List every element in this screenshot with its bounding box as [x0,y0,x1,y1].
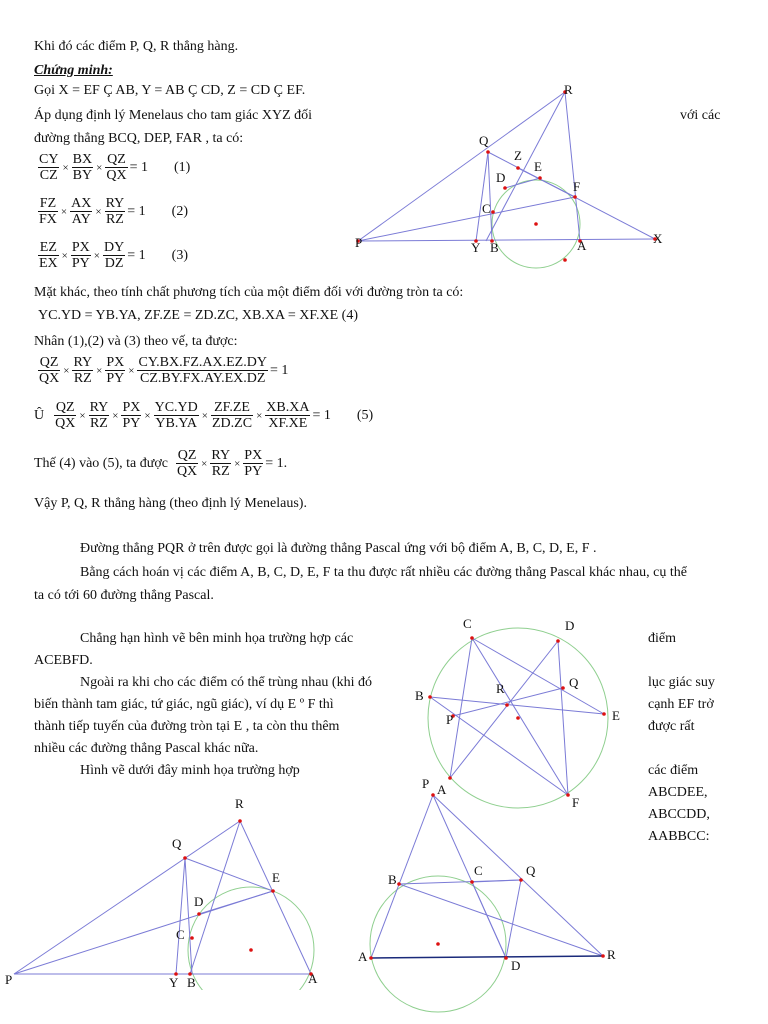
text-line-9: Mặt khác, theo tính chất phương tích của một điểm đối với đường tròn ta có: [34,285,464,300]
label-b: B [187,975,196,990]
paragraph-example-right: điểm [648,631,676,646]
text-line-4a: Áp dụng định lý Menelaus cho tam giác XYZ đối [34,108,313,123]
label-b: B [388,872,397,887]
label-e: E [272,870,280,885]
construction-lines [371,795,603,958]
figure-abcdee [0,790,330,990]
paragraph-degenerate-c: thành tiếp tuyến của đường tròn tại E , ta còn thu thêm [34,719,340,734]
equation-final: Thế (4) vào (5), ta được $\frac{QZ}{QX}$ × $\frac{RY}{RZ}$ × $\frac{PX}{PY}$ = 1. [34,448,288,479]
label-r: R [564,82,573,97]
paragraph-cases-right-2: ABCDEE, [648,785,708,800]
text-line-1: Khi đó các điểm P, Q, R thẳng hàng. [34,39,239,54]
label-c: C [176,927,185,942]
label-d: D [511,958,521,973]
label-r: R [235,796,244,811]
equation-5: Û $\frac{QZ}{QX}$ × $\frac{RY}{RZ}$ × $\frac{PX}{PY}$ × $\frac{YC.YD}{YB.YA}$ × $\frac{ZF.ZE}{ZD.ZC}$ × $\frac{XB.XA}{XF.XE}$ = 1 (5) [34,400,374,431]
paragraph-degenerate-a: Ngoài ra khi cho các điểm có thể trùng nhau (khi đó [80,675,372,690]
label-x: X [653,231,663,246]
label-d: D [194,894,204,909]
label-a: A [358,949,368,964]
label-c: C [474,863,483,878]
label-q: Q [526,863,536,878]
paragraph-cases-right-4: AABBCC: [648,829,710,844]
label-b: B [415,688,424,703]
label-p: P [5,972,13,987]
label-a: A [308,971,318,986]
label-r: R [607,947,616,962]
label-q: Q [172,836,182,851]
label-y: Y [471,240,481,255]
proof-title: Chứng minh: [34,63,113,78]
paragraph-example-b: ACEBFD. [34,653,93,668]
label-c: C [463,616,472,631]
label-b: B [490,240,499,255]
paragraph-degenerate-right-1: lục giác suy [648,675,715,690]
figure-abccdd [355,775,625,1024]
label-e: E [612,708,620,723]
label-d: D [565,618,575,633]
text-line-11: Nhân (1),(2) và (3) theo vế, ta được: [34,334,238,349]
text-line-5: đường thẳng BCQ, DEP, FAR , ta có: [34,131,244,146]
label-q: Q [479,133,489,148]
label-a: A [437,782,447,797]
text-line-10: YC.YD = YB.YA, ZF.ZE = ZD.ZC, XB.XA = XF.XE (4) [38,308,358,323]
points [356,90,657,262]
construction-lines [358,92,655,241]
label-p: P [446,712,454,727]
label-c: C [482,201,491,216]
paragraph-cases-right-3: ABCCDD, [648,807,710,822]
paragraph-degenerate-d: nhiều các đường thẳng Pascal khác nữa. [34,741,259,756]
paragraph-cases-right-1: các điểm [648,763,699,778]
figure-pascal-hexagon [350,80,670,270]
circumcircle [188,887,314,990]
label-d: D [496,170,506,185]
label-z: Z [514,148,522,163]
equation-1: $\frac{CY}{CZ}$ × $\frac{BX}{BY}$ × $\frac{QZ}{QX}$ = 1 (1) [39,152,191,183]
label-p: P [355,235,363,250]
text-line-3: Gọi X = EF Ç AB, Y = AB Ç CD, Z = CD Ç EF. [34,83,306,98]
paragraph-permutation-a: Bằng cách hoán vị các điểm A, B, C, D, E, F ta thu được rất nhiều các đường thẳng Pascal khác nhau, cụ thể [80,565,687,580]
label-y: Y [169,975,179,990]
text-line-15: Vậy P, Q, R thẳng hàng (theo định lý Menelaus). [34,496,307,511]
label-a: A [577,238,587,253]
label-e: E [534,159,542,174]
paragraph-degenerate-right-2: cạnh EF trở [648,697,714,712]
paragraph-example-a: Chẳng hạn hình vẽ bên minh họa trường hợp các [80,631,354,646]
equation-3: $\frac{EZ}{EX}$ × $\frac{PX}{PY}$ × $\frac{DY}{DZ}$ = 1 (3) [39,240,188,271]
paragraph-permutation-b: ta có tới 60 đường thẳng Pascal. [34,588,214,603]
paragraph-degenerate-b: biến thành tam giác, tứ giác, ngũ giác), ví dụ E º F thì [34,697,334,712]
label-r: R [496,681,505,696]
paragraph-degenerate-right-3: được rất [648,719,695,734]
label-f: F [573,179,581,194]
points [369,793,605,960]
label-p: P [422,776,430,791]
paragraph-cases-a: Hình vẽ dưới đây minh họa trường hợp [80,763,300,778]
label-q: Q [569,675,579,690]
equation-product: $\frac{QZ}{QX}$ × $\frac{RY}{RZ}$ × $\frac{PX}{PY}$ × $\frac{CY.BX.FZ.AX.EZ.DY}{CZ.BY.FX.AY.EX.DZ}$ = 1 [39,355,289,386]
points [428,636,606,797]
construction-lines [14,821,311,974]
pascal-line-ad [371,956,603,958]
label-f: F [572,795,580,810]
paragraph-pascal-line: Đường thẳng PQR ở trên được gọi là đường thẳng Pascal ứng với bộ điểm A, B, C, D, E, F . [80,541,597,556]
equation-2: $\frac{FZ}{FX}$ × $\frac{AX}{AY}$ × $\frac{RY}{RZ}$ = 1 (2) [39,196,188,227]
text-line-4b: với các [680,108,721,123]
construction-lines [430,638,604,795]
